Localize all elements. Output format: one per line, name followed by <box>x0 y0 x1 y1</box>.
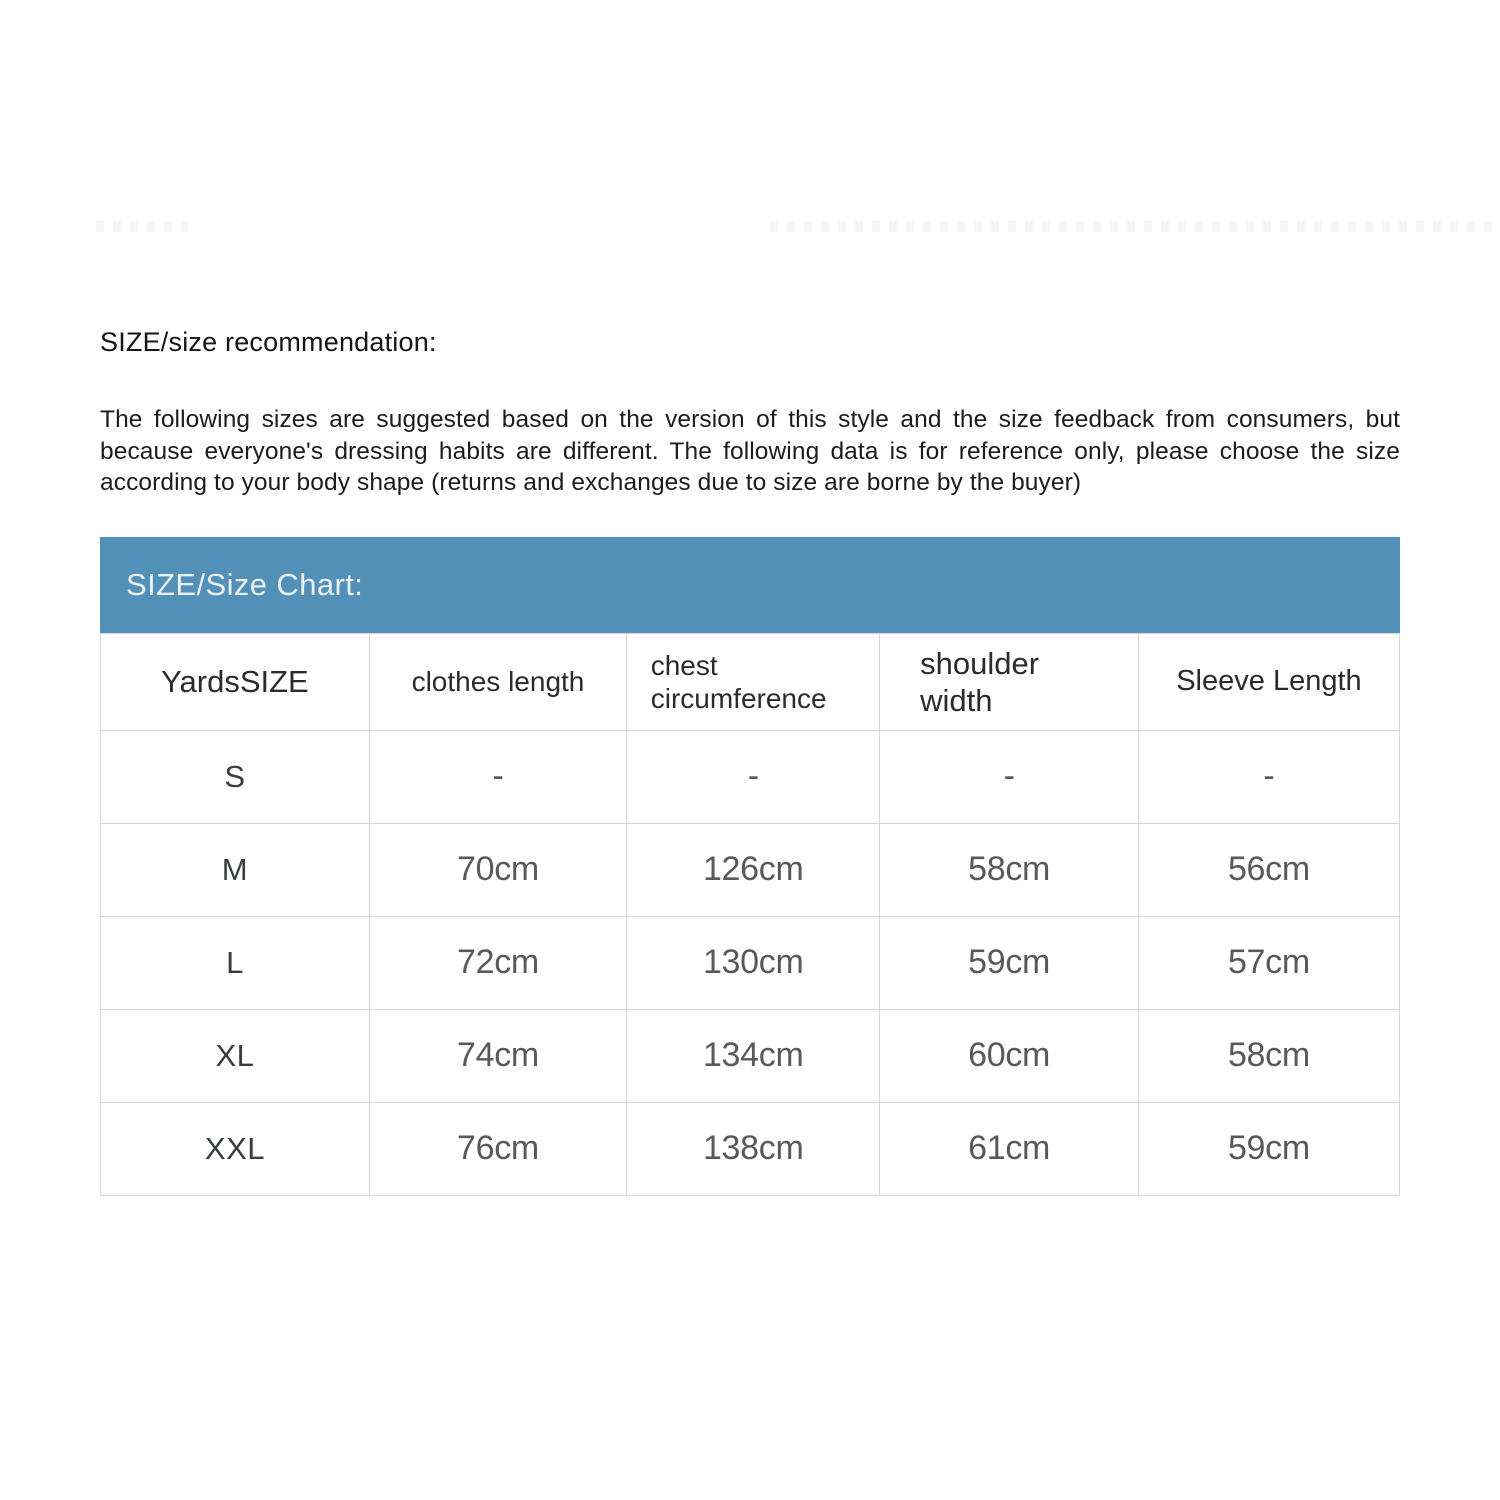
shoulder-width-value: 59cm <box>880 916 1139 1009</box>
chest-circumference-value: - <box>627 730 880 823</box>
sleeve-length-value: 58cm <box>1138 1009 1399 1102</box>
table-row-size-s <box>101 730 1400 823</box>
clothes-length-value: 70cm <box>369 823 626 916</box>
size-chart-header-row <box>101 633 1400 730</box>
column-header-yards-size: YardsSIZE <box>101 633 370 730</box>
column-header-shoulder-width <box>880 633 1139 730</box>
sleeve-length-value: - <box>1138 730 1399 823</box>
column-header-clothes-length: clothes length <box>369 633 626 730</box>
size-label: L <box>101 916 370 1009</box>
shoulder-width-value: 60cm <box>880 1009 1139 1102</box>
column-header-chest-circumference <box>627 633 880 730</box>
table-row-size-xl <box>101 1009 1400 1102</box>
size-label: XXL <box>101 1102 370 1195</box>
size-label: M <box>101 823 370 916</box>
clothes-length-value: 76cm <box>369 1102 626 1195</box>
size-label: XL <box>101 1009 370 1102</box>
page-title: SIZE/size recommendation: <box>100 327 437 357</box>
shoulder-width-value: 58cm <box>880 823 1139 916</box>
table-row-size-m <box>101 823 1400 916</box>
size-description: The following sizes are suggested based on the version of this style and the size feedback from consumers, but because everyone's dressing habits are different. The following data is for reference only, please choose the size according to your body shape (returns and exchanges due to size are borne by the buyer) <box>100 406 1400 496</box>
clothes-length-value: 72cm <box>369 916 626 1009</box>
size-chart-table <box>100 633 1400 1196</box>
table-row-size-l <box>101 916 1400 1009</box>
size-recommendation-section <box>100 0 1400 1196</box>
clothes-length-value: - <box>369 730 626 823</box>
sleeve-length-value: 56cm <box>1138 823 1399 916</box>
column-header-sleeve-length: Sleeve Length <box>1138 633 1399 730</box>
column-header-shoulder-width-label: shoulder width <box>920 645 1040 718</box>
sleeve-length-value: 57cm <box>1138 916 1399 1009</box>
table-row-size-xxl <box>101 1102 1400 1195</box>
size-label: S <box>101 730 370 823</box>
chest-circumference-value: 134cm <box>627 1009 880 1102</box>
shoulder-width-value: - <box>880 730 1139 823</box>
clothes-length-value: 74cm <box>369 1009 626 1102</box>
size-chart-banner <box>100 537 1400 633</box>
chest-circumference-value: 130cm <box>627 916 880 1009</box>
shoulder-width-value: 61cm <box>880 1102 1139 1195</box>
chest-circumference-value: 138cm <box>627 1102 880 1195</box>
sleeve-length-value: 59cm <box>1138 1102 1399 1195</box>
column-header-chest-circumference-label: chest circumference <box>650 649 827 714</box>
size-chart-banner-title: SIZE/Size Chart: <box>126 566 364 602</box>
chest-circumference-value: 126cm <box>627 823 880 916</box>
